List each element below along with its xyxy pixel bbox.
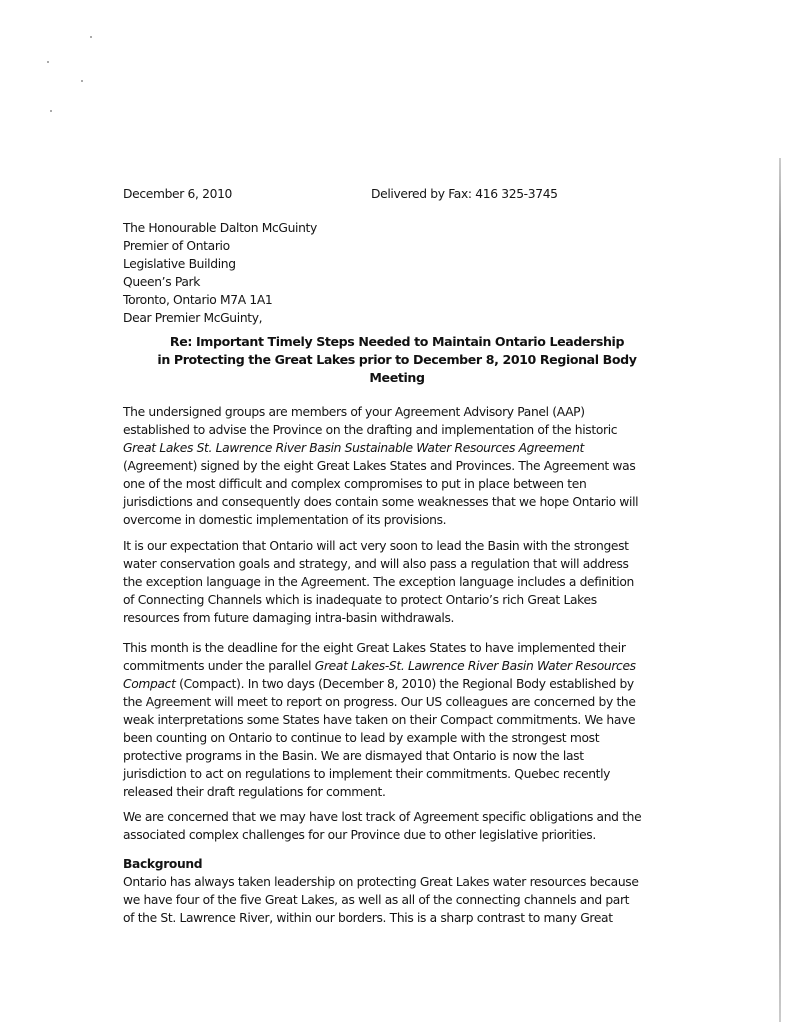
recipient-building: Legislative Building	[123, 257, 236, 271]
subject-line: in Protecting the Great Lakes prior to December 8, 2010 Regional Body	[157, 352, 637, 367]
recipient-name: The Honourable Dalton McGuinty	[123, 221, 317, 235]
paragraph-background	[123, 873, 668, 927]
text-line: resources from future damaging intra-basin withdrawals.	[123, 611, 455, 625]
text-line: Ontario has always taken leadership on protecting Great Lakes water resources because	[123, 875, 639, 889]
text-line: The undersigned groups are members of your Agreement Advisory Panel (AAP)	[123, 405, 585, 419]
compact-title: Great Lakes-St. Lawrence River Basin Water Resources	[314, 659, 636, 673]
text-line	[123, 439, 668, 457]
text-line: jurisdictions and consequently does contain some weaknesses that we hope Ontario will	[123, 495, 639, 509]
text-line: It is our expectation that Ontario will act very soon to lead the Basin with the strongest	[123, 539, 629, 553]
text-segment: commitments under the parallel	[123, 659, 315, 673]
paragraph-concern	[123, 808, 668, 844]
subject-line: Re: Important Timely Steps Needed to Maintain Ontario Leadership	[169, 334, 625, 349]
text-line: of Connecting Channels which is inadequate to protect Ontario’s rich Great Lakes	[123, 593, 597, 607]
text-line: associated complex challenges for our Province due to other legislative priorities.	[123, 828, 596, 842]
compact-title-end: Compact	[123, 677, 176, 691]
text-line: of the St. Lawrence River, within our borders. This is a sharp contrast to many Great	[123, 911, 613, 925]
text-line: protective programs in the Basin. We are dismayed that Ontario is now the last	[123, 749, 584, 763]
paragraph-aap	[123, 403, 668, 529]
scan-speck	[90, 36, 92, 38]
text-line: (Agreement) signed by the eight Great Lakes States and Provinces. The Agreement was	[123, 459, 636, 473]
text-line: one of the most difficult and complex compromises to put in place between ten	[123, 477, 587, 491]
paragraph-expectation	[123, 537, 668, 627]
text-line: This month is the deadline for the eight Great Lakes States to have implemented their	[123, 641, 626, 655]
subject-heading	[123, 333, 671, 387]
scan-edge-line	[779, 158, 781, 1022]
text-line: water conservation goals and strategy, and will also pass a regulation that will address	[123, 557, 629, 571]
text-line: We are concerned that we may have lost track of Agreement specific obligations and the	[123, 810, 642, 824]
scan-speck	[47, 61, 49, 63]
text-segment: (Compact). In two days (December 8, 2010) the Regional Body established by	[175, 677, 634, 691]
text-line: overcome in domestic implementation of its provisions.	[123, 513, 447, 527]
recipient-street: Queen’s Park	[123, 275, 200, 289]
scan-speck	[81, 80, 83, 82]
recipient-title: Premier of Ontario	[123, 239, 230, 253]
text-line: been counting on Ontario to continue to lead by example with the strongest most	[123, 731, 600, 745]
letter-date: December 6, 2010	[123, 187, 233, 201]
text-line: we have four of the five Great Lakes, as well as all of the connecting channels and part	[123, 893, 630, 907]
text-line: jurisdiction to act on regulations to implement their commitments. Quebec recently	[123, 767, 611, 781]
salutation: Dear Premier McGuinty,	[123, 311, 263, 325]
text-line	[123, 657, 668, 675]
text-line: the exception language in the Agreement. The exception language includes a definition	[123, 575, 634, 589]
recipient-city: Toronto, Ontario M7A 1A1	[123, 293, 273, 307]
fax-delivery-note: Delivered by Fax: 416 325-3745	[371, 187, 558, 201]
paragraph-deadline	[123, 639, 668, 801]
text-line	[123, 675, 668, 693]
text-line: weak interpretations some States have taken on their Compact commitments. We have	[123, 713, 636, 727]
background-heading: Background	[123, 857, 203, 871]
subject-line: Meeting	[369, 370, 425, 385]
text-line: the Agreement will meet to report on progress. Our US colleagues are concerned by the	[123, 695, 636, 709]
recipient-address	[123, 219, 668, 327]
agreement-title: Great Lakes St. Lawrence River Basin Sustainable Water Resources Agreement	[123, 441, 584, 455]
text-line: released their draft regulations for comment.	[123, 785, 386, 799]
text-line: established to advise the Province on the drafting and implementation of the historic	[123, 423, 618, 437]
scan-speck	[50, 110, 52, 112]
